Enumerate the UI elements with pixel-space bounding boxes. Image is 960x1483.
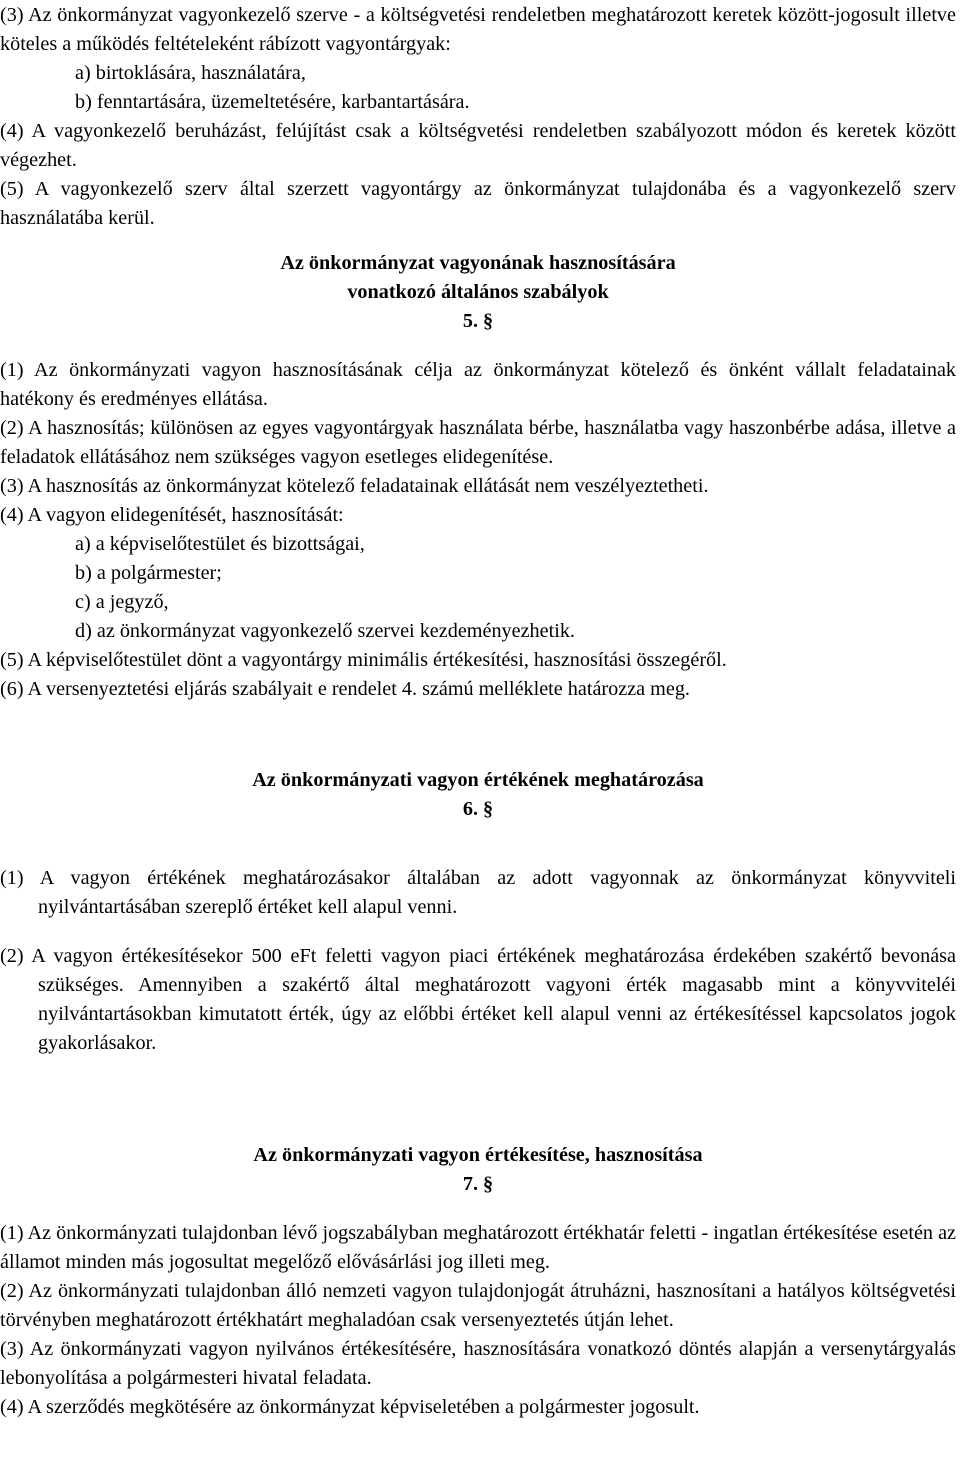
list-item-5-4-d: d) az önkormányzat vagyonkezelő szervei kezdeményezhetik. [75, 620, 575, 642]
section-5-number: 5. § [462, 310, 494, 332]
list-item-4-3-a: a) birtoklására, használatára, [75, 62, 306, 84]
section-7-number: 7. § [462, 1172, 494, 1195]
paragraph-4-5: (5) A vagyonkezelő szerv által szerzett vagyontárgy az önkormányzat tulajdonába és a vagyonkezelő szerv használatába kerül. [0, 178, 956, 229]
section-7-title: Az önkormányzati vagyon értékesítése, hasznosítása [253, 1143, 703, 1166]
list-item-5-4-a: a) a képviselőtestület és bizottságai, [75, 533, 365, 555]
paragraph-5-4: (4) A vagyon elidegenítését, hasznosítását: [0, 504, 344, 526]
paragraph-4-4: (4) A vagyonkezelő beruházást, felújítást csak a költségvetési rendeletben szabályozott módon és keretek között végezhet. [0, 120, 956, 171]
paragraph-5-1: (1) Az önkormányzati vagyon hasznosításának célja az önkormányzat kötelező és önként vállalt feladatainak hatékony és eredményes ellátása. [0, 359, 956, 410]
section-5-title-line1: Az önkormányzat vagyonának hasznosítására [280, 252, 676, 274]
section-6-number: 6. § [462, 798, 494, 820]
paragraph-4-3: (3) Az önkormányzat vagyonkezelő szerve - a költségvetési rendeletben meghatározott keretek között-jogosult illetve köteles a működés feltételeként rábízott vagyontárgyak: [0, 4, 956, 55]
paragraph-5-3: (3) A hasznosítás az önkormányzat kötelező feladatainak ellátását nem veszélyeztetheti. [0, 475, 709, 497]
list-item-4-3-b: b) fenntartására, üzemeltetésére, karbantartására. [75, 91, 470, 113]
paragraph-7-3: (3) Az önkormányzati vagyon nyilvános értékesítésére, hasznosítására vonatkozó döntés alapján a versenytárgyalás lebonyolítása a polgármesteri hivatal feladata. [0, 1337, 956, 1389]
paragraph-7-4: (4) A szerződés megkötésére az önkormányzat képviseletében a polgármester jogosult. [0, 1395, 700, 1418]
section-5-title-line2: vonatkozó általános szabályok [347, 281, 609, 303]
paragraph-5-6: (6) A versenyeztetési eljárás szabályait e rendelet 4. számú melléklete határozza meg. [0, 678, 690, 700]
list-item-5-4-b: b) a polgármester; [75, 562, 222, 584]
paragraph-5-2: (2) A hasznosítás; különösen az egyes vagyontárgyak használata bérbe, használatba vagy haszonbérbe adása, illetve a feladatok ellátásához nem szükséges vagyon esetleges elidegenítése. [0, 417, 956, 468]
paragraph-5-5: (5) A képviselőtestület dönt a vagyontárgy minimális értékesítési, hasznosítási összegéről. [0, 649, 727, 671]
section-6-title: Az önkormányzati vagyon értékének meghatározása [252, 769, 704, 791]
paragraph-7-1: (1) Az önkormányzati tulajdonban lévő jogszabályban meghatározott értékhatár feletti - ingatlan értékesítése esetén az államot minden más jogosultat megelőző elővásárlási jog illeti meg. [0, 1221, 956, 1273]
list-item-5-4-c: c) a jegyző, [75, 591, 169, 613]
paragraph-6-1: (1) A vagyon értékének meghatározásakor általában az adott vagyonnak az önkormányzat könyvviteli nyilvántartásában szereplő értéket kell alapul venni. [0, 867, 956, 919]
paragraph-7-2: (2) Az önkormányzati tulajdonban álló nemzeti vagyon tulajdonjogát átruházni, hasznosítani a hatályos költségvetési törvényben meghatározott értékhatárt meghaladóan csak versenyeztetés útján lehet. [0, 1279, 956, 1331]
document-page [0, 1, 956, 1422]
paragraph-6-2: (2) A vagyon értékesítésekor 500 eFt feletti vagyon piaci értékének meghatározása érdekében szakértő bevonása szükséges. Amennyiben a szakértő által meghatározott vagyoni érték magasabb mint a könyvviteléi nyilvántartásokban kimutatott érték, úgy az előbbi értéket kell alapul venni az értékesítéssel kapcsolatos jogok gyakorlásakor. [0, 945, 956, 1055]
